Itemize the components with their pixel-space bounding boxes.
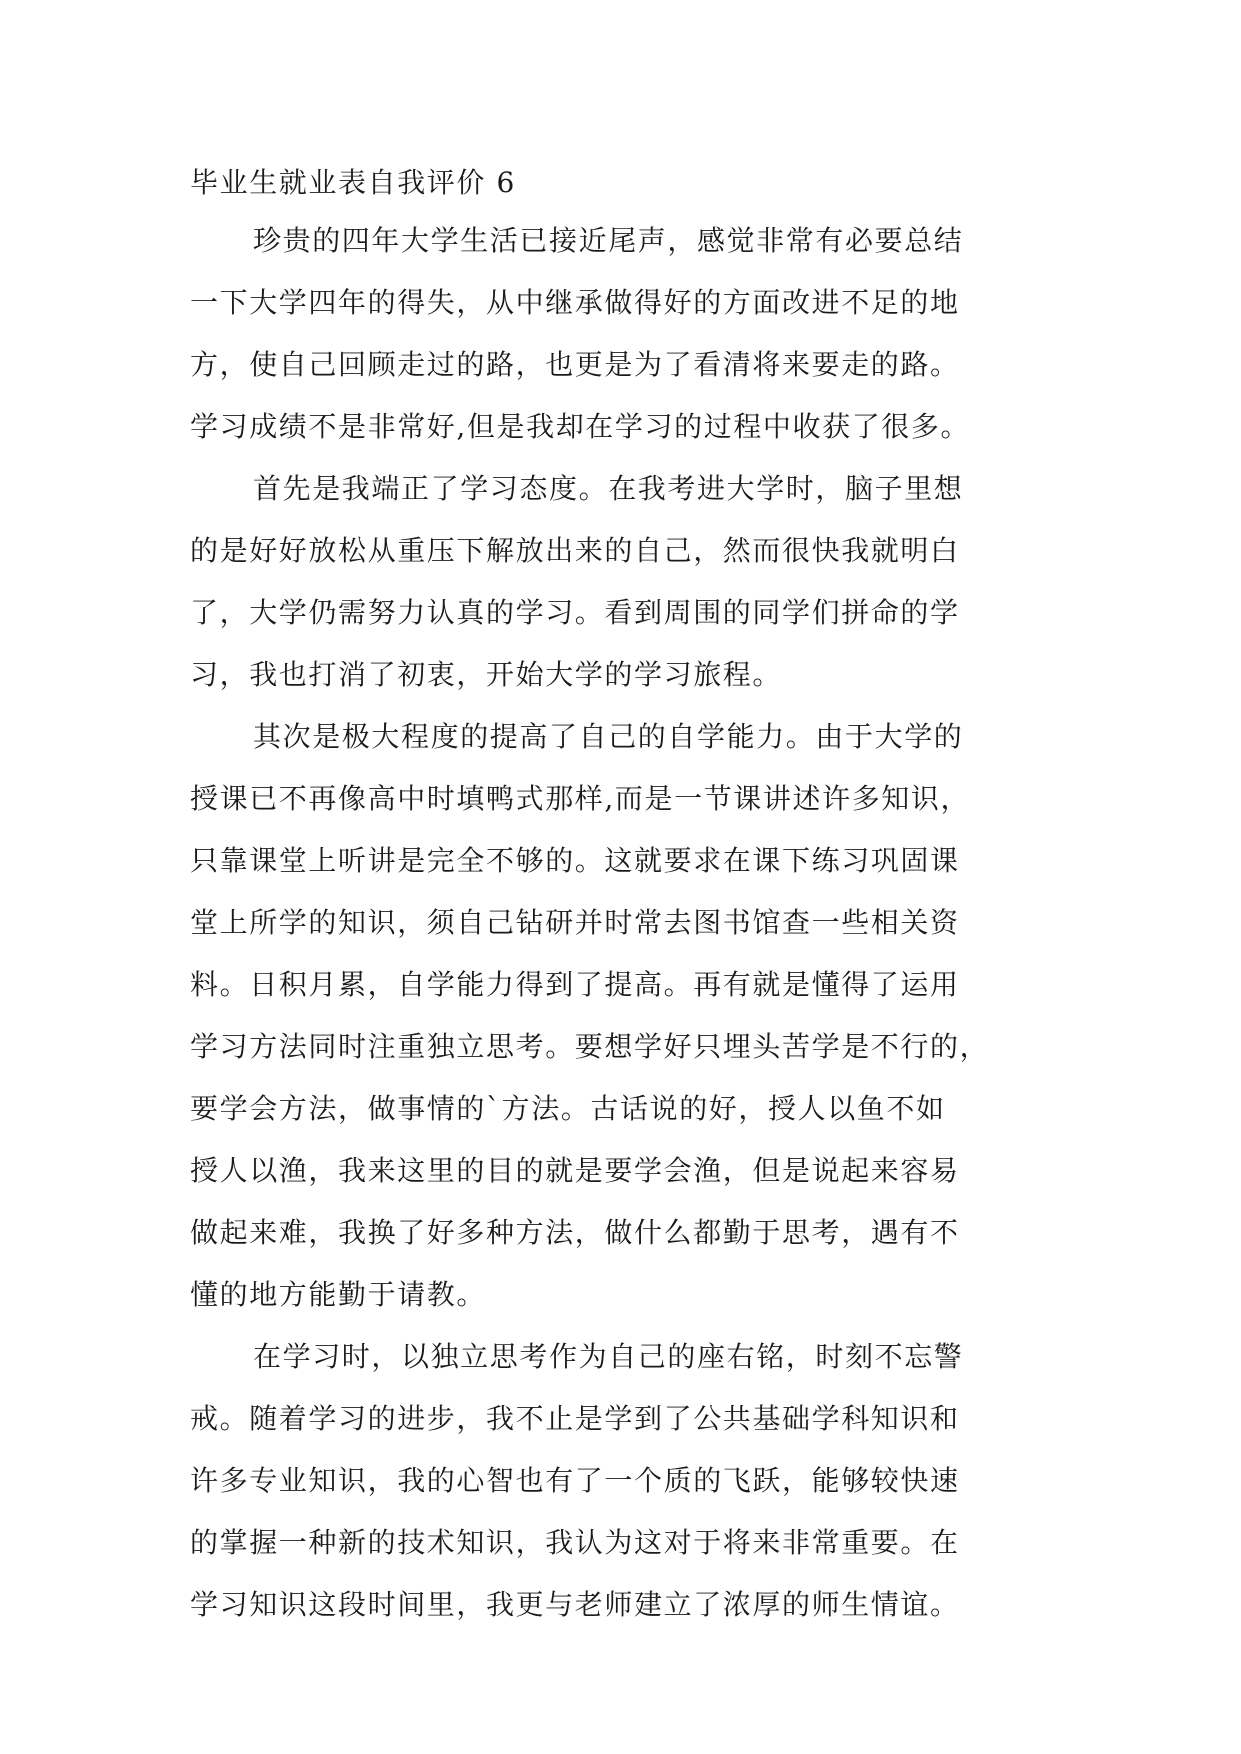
- paragraph-line: 在学习时，以独立思考作为自己的座右铭，时刻不忘警: [253, 1340, 964, 1373]
- paragraph-line: 做起来难，我换了好多种方法，做什么都勤于思考，遇有不: [190, 1216, 960, 1249]
- paragraph-line: 其次是极大程度的提高了自己的自学能力。由于大学的: [253, 720, 964, 753]
- paragraph-line: 许多专业知识，我的心智也有了一个质的飞跃，能够较快速: [190, 1464, 960, 1497]
- paragraph-line: 一下大学四年的得失，从中继承做得好的方面改进不足的地: [190, 286, 960, 319]
- paragraph-line: 首先是我端正了学习态度。在我考进大学时，脑子里想: [253, 472, 964, 505]
- paragraph: [190, 706, 1070, 1326]
- paragraph-line: 授课已不再像高中时填鸭式那样,而是一节课讲述许多知识，: [190, 782, 971, 815]
- paragraph-line: 了，大学仍需努力认真的学习。看到周围的同学们拼命的学: [190, 596, 960, 629]
- paragraph-line: 戒。随着学习的进步，我不止是学到了公共基础学科知识和: [190, 1402, 960, 1435]
- paragraph: [190, 458, 1070, 706]
- paragraph-line: 只靠课堂上听讲是完全不够的。这就要求在课下练习巩固课: [190, 844, 960, 877]
- paragraph-line: 学习知识这段时间里，我更与老师建立了浓厚的师生情谊。: [190, 1588, 960, 1621]
- paragraph-line: 学习成绩不是非常好,但是我却在学习的过程中收获了很多。: [190, 410, 971, 443]
- paragraph-line: 方，使自己回顾走过的路，也更是为了看清将来要走的路。: [190, 348, 960, 381]
- paragraph-line: 的掌握一种新的技术知识，我认为这对于将来非常重要。在: [190, 1526, 960, 1559]
- paragraph: [190, 1326, 1070, 1636]
- paragraph-line: 习，我也打消了初衷，开始大学的学习旅程。: [190, 658, 783, 691]
- paragraph-line: 的是好好放松从重压下解放出来的自己，然而很快我就明白: [190, 534, 960, 567]
- document-title: 毕业生就业表自我评价 6: [190, 166, 516, 199]
- paragraph-line: 懂的地方能勤于请教。: [190, 1278, 487, 1311]
- paragraph-line: 学习方法同时注重独立思考。要想学好只埋头苦学是不行的，: [190, 1030, 990, 1063]
- paragraph-line: 珍贵的四年大学生活已接近尾声，感觉非常有必要总结: [253, 224, 964, 257]
- paragraph-line: 要学会方法，做事情的`方法。古话说的好，授人以鱼不如: [190, 1092, 946, 1125]
- paragraph-line: 授人以渔，我来这里的目的就是要学会渔，但是说起来容易: [190, 1154, 960, 1187]
- document-body: [190, 160, 1070, 1636]
- paragraph: [190, 210, 1070, 458]
- paragraph-line: 堂上所学的知识，须自己钻研并时常去图书馆查一些相关资: [190, 906, 960, 939]
- paragraph-line: 料。日积月累，自学能力得到了提高。再有就是懂得了运用: [190, 968, 960, 1001]
